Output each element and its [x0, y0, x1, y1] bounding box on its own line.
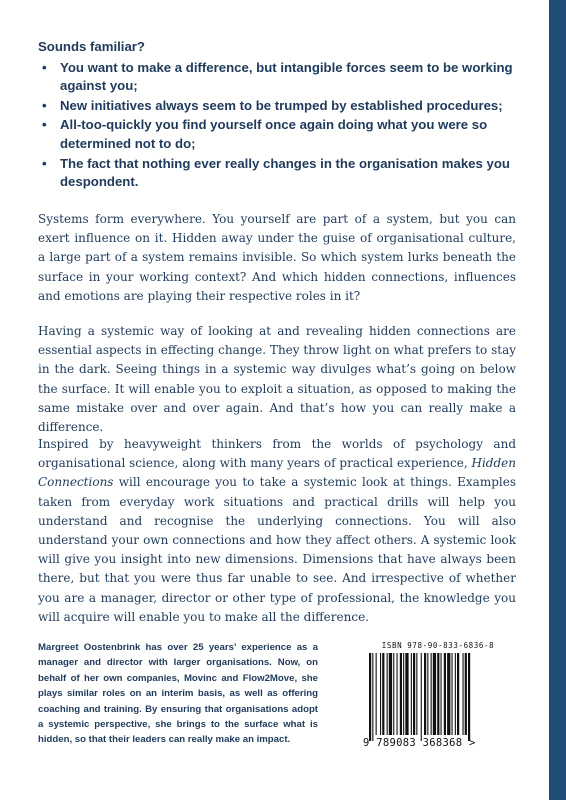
barcode-bar — [393, 653, 394, 735]
intro-title: Sounds familiar? — [38, 39, 145, 54]
list-item: • The fact that nothing ever really changes in the organisation makes you despondent. — [42, 155, 510, 190]
barcode-bar — [416, 653, 417, 735]
intro-bullet-list — [38, 59, 516, 192]
barcode-bar — [387, 653, 388, 735]
bullet-icon: • — [42, 97, 47, 113]
barcode-bar — [427, 653, 428, 735]
list-item: • You want to make a difference, but intangible forces seem to be working against you; — [42, 59, 513, 94]
book-title: Hidden Connections — [38, 456, 516, 490]
barcode-bar — [369, 653, 371, 741]
back-cover-text — [38, 38, 516, 624]
barcode-bar — [433, 653, 436, 735]
barcode-bar — [372, 653, 373, 741]
intro-section — [38, 38, 516, 192]
barcode-bar — [457, 653, 459, 735]
list-item: • All-too-quickly you find yourself once again doing what you were so determined not to do; — [42, 117, 488, 151]
barcode-bar — [431, 653, 432, 735]
barcode-bar — [411, 653, 412, 735]
isbn-label: ISBN 978-90-833-6836-8 — [381, 641, 495, 650]
barcode-bar — [421, 653, 422, 741]
barcode-bar — [444, 653, 446, 735]
barcode-bar — [424, 653, 426, 735]
barcode-bar — [455, 653, 456, 735]
barcode-bar — [465, 653, 467, 735]
bullet-icon: • — [42, 59, 47, 75]
barcode-bar — [441, 653, 442, 735]
barcode-digits: 9 789083 368368 > — [363, 737, 476, 749]
barcode-bar — [452, 653, 453, 735]
bullet-icon: • — [42, 117, 47, 133]
barcode-bar — [463, 653, 464, 735]
barcode-bar — [376, 653, 377, 735]
barcode-bar — [447, 653, 450, 735]
bullet-icon: • — [42, 155, 47, 171]
barcode-bar — [400, 653, 402, 735]
barcode-bar — [405, 653, 408, 735]
list-item: • New initiatives always seem to be trumped by established procedures; — [38, 97, 516, 116]
barcode — [363, 641, 513, 757]
paragraph-systemic-view: Having a systemic way of looking at and revealing hidden connections are essential aspects in effecting change. They throw light on what prefers to stay in the dark. Seeing things in a systemic way divulges what’s going on below the surface. It will enable you to exploit a situation, as opposed to making the same mistake over and over again. And that’s how you can really make a difference. — [38, 324, 516, 435]
barcode-bar — [389, 653, 392, 735]
paragraph-inspired: Inspired by heavyweight thinkers from the worlds of psychology and organisational science, along with many years of practical experience, Hidden Connections will encourage you to take a systemic look at things. Examples taken from everyday work situations and practical drills will help you understand and recognise the underlying connections. You will also understand your own connections and how they affect others. A systemic look will give you insight into new dimensions. Dimensions that have always been there, but that you were thus far unable to see. And irrespective of whether you are a manager, director or other type of professional, the knowledge you will acquire will enable you to make all the difference. — [38, 437, 516, 624]
barcode-bar — [437, 653, 439, 735]
barcode-bar — [468, 653, 470, 741]
barcode-bar — [397, 653, 398, 735]
barcode-bar — [382, 653, 384, 735]
barcode-bars — [369, 653, 511, 741]
spine-stripe — [549, 0, 566, 800]
author-bio: Margreet Oostenbrink has over 25 years’ experience as a manager and director with larger organisations. Now, on behalf of her own companies, Movinc and Flow2Move, she plays similar roles on an interim basis, as well as offering coaching and training. By ensuring that organisations adopt a systemic perspective, she brings to the surface what is hidden, so that their leaders can really make an impact. — [38, 642, 318, 746]
barcode-bar — [403, 653, 404, 735]
barcode-bar — [380, 653, 381, 735]
paragraph-systems: Systems form everywhere. You yourself are part of a system, but you can exert influence on it. Hidden away under the guise of organisational culture, a large part of a system remains invisible. So which system lurks beneath the surface in your working context? And which hidden connections, influences and emotions are playing their respective roles in it? — [38, 212, 516, 303]
barcode-bar — [413, 653, 415, 735]
